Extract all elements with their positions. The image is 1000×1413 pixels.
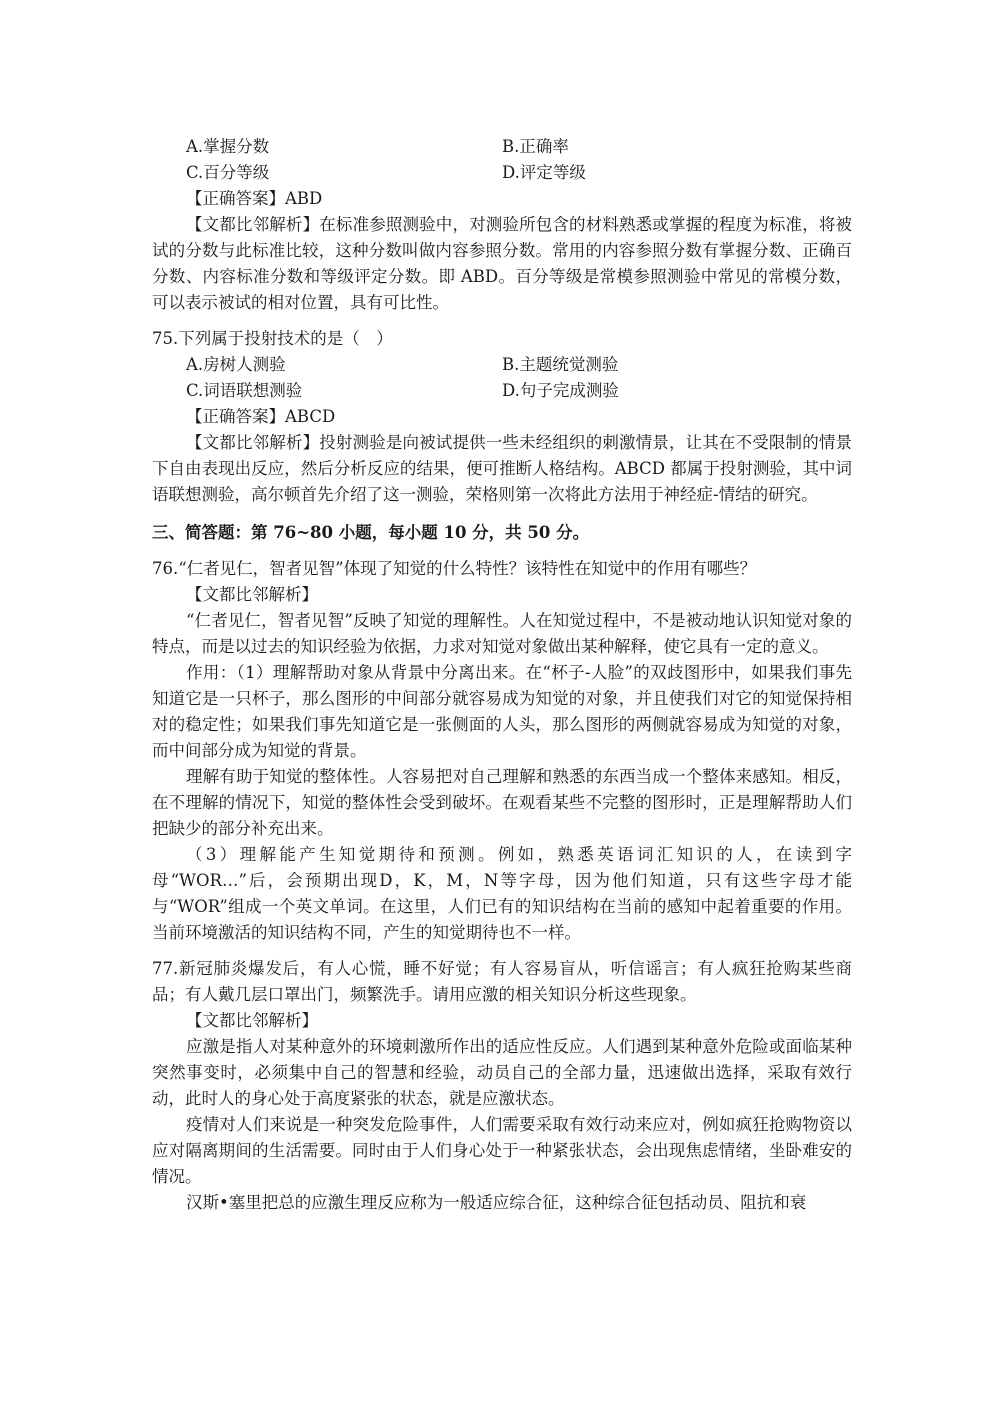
q75-options-row-1 — [152, 352, 852, 378]
q76-analysis-label: 【文都比邻解析】 — [186, 585, 318, 604]
q77-paragraph: 应激是指人对某种意外的环境刺激所作出的适应性反应。人们遇到某种意外危险或面临某种突然事变时，必须集中自己的智慧和经验，动员自己的全部力量，迅速做出选择，采取有效行动，此时人的身心处于高度紧张的状态，就是应激状态。 — [152, 1037, 852, 1108]
q76-stem: 76.“仁者见仁，智者见智”体现了知觉的什么特性？该特性在知觉中的作用有哪些？ — [152, 559, 757, 578]
q74-option-c: C.百分等级 — [186, 163, 270, 182]
q74-option-a: A.掌握分数 — [186, 137, 270, 156]
q75-option-b: B.主题统觉测验 — [502, 355, 619, 374]
q76-paragraph: （3）理解能产生知觉期待和预测。例如，熟悉英语词汇知识的人，在读到字母“WOR…”后，会预期出现D，K，M，N等字母，因为他们知道，只有这些字母才能与“WOR”组成一个英文单词。在这里，人们已有的知识结构在当前的感知中起着重要的作用。当前环境激活的知识结构不同，产生的知觉期待也不一样。 — [152, 845, 852, 942]
q74-option-d: D.评定等级 — [502, 163, 586, 182]
q76-paragraph: “仁者见仁，智者见智”反映了知觉的理解性。人在知觉过程中，不是被动地认识知觉对象的特点，而是以过去的知识经验为依据，力求对知觉对象做出某种解释，使它具有一定的意义。 — [152, 611, 852, 656]
q77-analysis-label: 【文都比邻解析】 — [186, 1011, 318, 1030]
q74-options-row-2 — [152, 160, 852, 186]
section-heading: 三、简答题：第 76~80 小题，每小题 10 分，共 50 分。 — [152, 523, 590, 542]
q75-answer: 【正确答案】ABCD — [186, 407, 336, 426]
q76-paragraph: 作用：（1）理解帮助对象从背景中分离出来。在“杯子-人脸”的双歧图形中，如果我们事先知道它是一只杯子，那么图形的中间部分就容易成为知觉的对象，并且使我们对它的知觉保持相对的稳定性；如果我们事先知道它是一张侧面的人头，那么图形的两侧就容易成为知觉的对象，而中间部分成为知觉的背景。 — [152, 663, 852, 760]
q74-analysis: 【文都比邻解析】在标准参照测验中，对测验所包含的材料熟悉或掌握的程度为标准，将被试的分数与此标准比较，这种分数叫做内容参照分数。常用的内容参照分数有掌握分数、正确百分数、内容标准分数和等级评定分数。即 ABD。百分等级是常模参照测验中常见的常模分数，可以表示被试的相对位置，具有可比性。 — [152, 215, 852, 312]
q77-stem: 77.新冠肺炎爆发后，有人心慌，睡不好觉；有人容易盲从，听信谣言；有人疯狂抢购某些商品；有人戴几层口罩出门，频繁洗手。请用应激的相关知识分析这些现象。 — [152, 959, 852, 1004]
q77-paragraph: 汉斯•塞里把总的应激生理反应称为一般适应综合征，这种综合征包括动员、阻抗和衰 — [186, 1193, 807, 1212]
q75-options-row-2 — [152, 378, 852, 404]
q75-stem: 75.下列属于投射技术的是（ ） — [152, 329, 393, 348]
q76-paragraph: 理解有助于知觉的整体性。人容易把对自己理解和熟悉的东西当成一个整体来感知。相反，在不理解的情况下，知觉的整体性会受到破坏。在观看某些不完整的图形时，正是理解帮助人们把缺少的部分补充出来。 — [152, 767, 852, 838]
q77-paragraph: 疫情对人们来说是一种突发危险事件，人们需要采取有效行动来应对，例如疯狂抢购物资以应对隔离期间的生活需要。同时由于人们身心处于一种紧张状态，会出现焦虑情绪，坐卧难安的情况。 — [152, 1115, 852, 1186]
q74-option-b: B.正确率 — [502, 137, 569, 156]
q75-analysis: 【文都比邻解析】投射测验是向被试提供一些未经组织的刺激情景，让其在不受限制的情景下自由表现出反应，然后分析反应的结果，便可推断人格结构。ABCD 都属于投射测验，其中词语联想测验，高尔顿首先介绍了这一测验，荣格则第一次将此方法用于神经症-情结的研究。 — [152, 433, 852, 504]
q75-option-d: D.句子完成测验 — [502, 381, 619, 400]
q74-answer: 【正确答案】ABD — [186, 189, 323, 208]
q75-option-c: C.词语联想测验 — [186, 381, 303, 400]
document-page — [152, 134, 852, 1216]
q75-option-a: A.房树人测验 — [186, 355, 286, 374]
q74-options-row-1 — [152, 134, 852, 160]
